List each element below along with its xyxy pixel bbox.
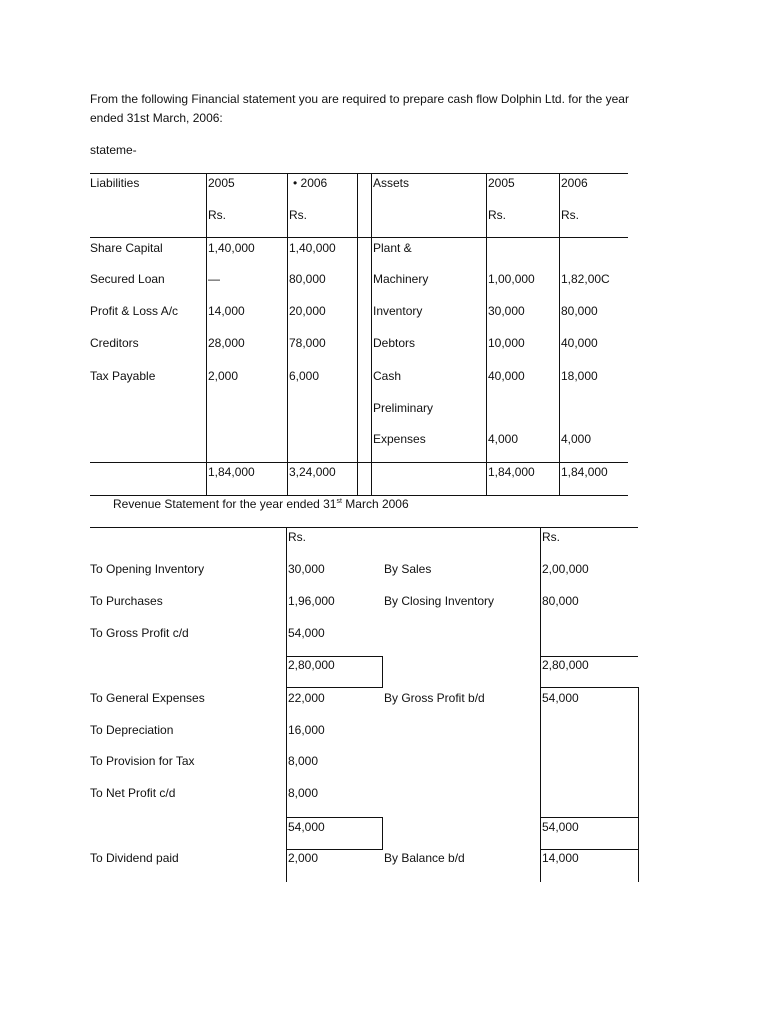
unit-assets-2006: Rs. [561, 208, 579, 222]
credit-amount: 80,000 [542, 594, 579, 608]
asset-name: Inventory [373, 304, 423, 318]
liability-name: Creditors [90, 336, 139, 350]
debit-label: To Dividend paid [90, 851, 179, 865]
asset-2005: 40,000 [488, 369, 525, 383]
asset-2006: 18,000 [561, 369, 598, 383]
header-assets: Assets [373, 176, 410, 190]
liability-2006: 80,000 [289, 272, 326, 286]
liability-name: Tax Payable [90, 369, 156, 383]
debit-label: To Purchases [90, 594, 163, 608]
asset-2006: 1,82,00C [561, 272, 610, 286]
liability-name: Share Capital [90, 241, 163, 255]
debit-amount: 54,000 [288, 626, 325, 640]
bs-total-top-rule [90, 462, 628, 463]
debit-amount: 8,000 [288, 754, 319, 768]
debit-label: To Gross Profit c/d [90, 626, 189, 640]
liability-2006: 1,40,000 [289, 241, 336, 255]
debit-amount: 1,96,000 [288, 594, 335, 608]
asset-name: Plant & [373, 241, 412, 255]
asset-name: Expenses [373, 432, 426, 446]
debit-amount: 22,000 [288, 691, 325, 705]
credit-label: By Closing Inventory [384, 594, 495, 608]
asset-2005: 1,00,000 [488, 272, 535, 286]
asset-2005: 30,000 [488, 304, 525, 318]
liability-2006: 78,000 [289, 336, 326, 350]
liability-name: Profit & Loss A/c [90, 304, 179, 318]
debit-amount: 2,000 [288, 851, 319, 865]
total-liabilities-2006: 3,24,000 [289, 465, 336, 479]
asset-2006: 40,000 [561, 336, 598, 350]
liability-name: Secured Loan [90, 272, 165, 286]
asset-name: Debtors [373, 336, 416, 350]
asset-2006: 80,000 [561, 304, 598, 318]
credit-label: By Sales [384, 562, 432, 576]
credit-amount: 14,000 [542, 851, 579, 865]
intro-line-2: ended 31st March, 2006: [90, 111, 223, 125]
credit-amount: 54,000 [542, 691, 579, 705]
debit-amount: 16,000 [288, 723, 325, 737]
credit-label: By Gross Profit b/d [384, 691, 485, 705]
asset-2006: 4,000 [561, 432, 592, 446]
debit-amount: 30,000 [288, 562, 325, 576]
pl-total-left: 54,000 [288, 820, 325, 834]
header-liabilities-2005: 2005 [208, 176, 235, 190]
header-liabilities: Liabilities [90, 176, 140, 190]
debit-amount: 8,000 [288, 786, 319, 800]
total-assets-2005: 1,84,000 [488, 465, 535, 479]
bs-bottom-rule [90, 495, 628, 496]
bs-header-rule [90, 237, 628, 238]
unit-liabilities-2006: Rs. [289, 208, 307, 222]
header-liabilities-2006: • 2006 [293, 176, 328, 190]
bs-top-rule [90, 173, 628, 174]
trading-total-left: 2,80,000 [288, 658, 335, 672]
intro-line-1: From the following Financial statement you are required to prepare cash flow Dolphin Ltd. for the year [90, 92, 629, 106]
pl-total-right: 54,000 [542, 820, 579, 834]
asset-name: Cash [373, 369, 402, 383]
trading-total-right: 2,80,000 [542, 658, 589, 672]
header-assets-2006: 2006 [561, 176, 588, 190]
asset-2005: 4,000 [488, 432, 519, 446]
liability-2005: — [208, 272, 220, 286]
credit-amount: 2,00,000 [542, 562, 589, 576]
total-liabilities-2005: 1,84,000 [208, 465, 255, 479]
rev-unit-right: Rs. [542, 530, 560, 544]
asset-name: Machinery [373, 272, 429, 286]
total-assets-2006: 1,84,000 [561, 465, 608, 479]
liability-2006: 6,000 [289, 369, 320, 383]
rev-top-rule [90, 527, 638, 528]
unit-assets-2005: Rs. [488, 208, 506, 222]
statement-label: stateme- [90, 143, 137, 157]
liability-2005: 1,40,000 [208, 241, 255, 255]
liability-2005: 2,000 [208, 369, 239, 383]
debit-label: To General Expenses [90, 691, 205, 705]
credit-label: By Balance b/d [384, 851, 465, 865]
debit-label: To Depreciation [90, 723, 174, 737]
rev-unit-left: Rs. [288, 530, 306, 544]
asset-name: Preliminary [373, 401, 434, 415]
asset-2005: 10,000 [488, 336, 525, 350]
liability-2005: 28,000 [208, 336, 245, 350]
debit-label: To Opening Inventory [90, 562, 205, 576]
debit-label: To Provision for Tax [90, 754, 195, 768]
liability-2005: 14,000 [208, 304, 245, 318]
header-assets-2005: 2005 [488, 176, 515, 190]
revenue-title: Revenue Statement for the year ended 31st March 2006 [113, 497, 409, 511]
unit-liabilities-2005: Rs. [208, 208, 226, 222]
liability-2006: 20,000 [289, 304, 326, 318]
debit-label: To Net Profit c/d [90, 786, 176, 800]
